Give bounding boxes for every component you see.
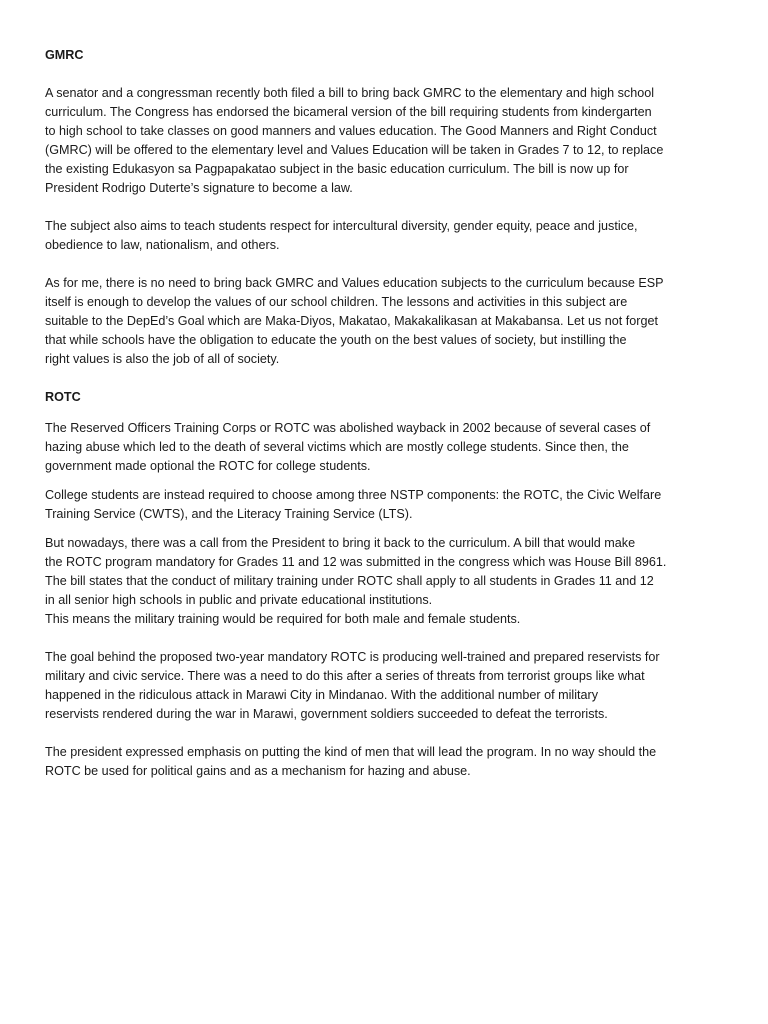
text-line: College students are instead required to choose among three NSTP components: the ROTC, the Civic Welfare xyxy=(45,488,662,502)
rotc-paragraph-2 xyxy=(45,486,728,524)
text-line: the existing Edukasyon sa Pagpapakatao subject in the basic education curriculum. The bill is now up for xyxy=(45,162,629,176)
text-line: This means the military training would be required for both male and female students. xyxy=(45,612,521,626)
text-line: ROTC be used for political gains and as a mechanism for hazing and abuse. xyxy=(45,764,471,778)
gmrc-paragraph-1 xyxy=(45,84,728,198)
text-line: to high school to take classes on good manners and values education. The Good Manners and Right Conduct xyxy=(45,124,657,138)
rotc-heading: ROTC xyxy=(45,390,81,404)
text-line: government made optional the ROTC for college students. xyxy=(45,459,371,473)
text-line: As for me, there is no need to bring back GMRC and Values education subjects to the curriculum because ESP xyxy=(45,276,664,290)
text-line: itself is enough to develop the values of our school children. The lessons and activities in this subject are xyxy=(45,295,628,309)
text-line: A senator and a congressman recently both filed a bill to bring back GMRC to the elementary and high school xyxy=(45,86,655,100)
text-line: the ROTC program mandatory for Grades 11 and 12 was submitted in the congress which was House Bill 8961. xyxy=(45,555,667,569)
text-line: that while schools have the obligation to educate the youth on the best values of society, but instilling the xyxy=(45,333,627,347)
rotc-paragraph-5 xyxy=(45,743,728,781)
rotc-paragraph-4 xyxy=(45,648,728,724)
text-line: The president expressed emphasis on putting the kind of men that will lead the program. In no way should the xyxy=(45,745,657,759)
text-line: Training Service (CWTS), and the Literacy Training Service (LTS). xyxy=(45,507,413,521)
rotc-paragraph-1 xyxy=(45,419,728,476)
text-line: The bill states that the conduct of military training under ROTC shall apply to all students in Grades 11 and 12 xyxy=(45,574,654,588)
text-line: The Reserved Officers Training Corps or ROTC was abolished wayback in 2002 because of several cases of xyxy=(45,421,651,435)
text-line: hazing abuse which led to the death of several victims which are mostly college students. Since then, the xyxy=(45,440,629,454)
text-line: The goal behind the proposed two-year mandatory ROTC is producing well-trained and prepared reservists for xyxy=(45,650,660,664)
text-line: in all senior high schools in public and private educational institutions. xyxy=(45,593,433,607)
text-line: reservists rendered during the war in Marawi, government soldiers succeeded to defeat the terrorists. xyxy=(45,707,608,721)
text-line: happened in the ridiculous attack in Marawi City in Mindanao. With the additional number of military xyxy=(45,688,599,702)
text-line: President Rodrigo Duterte’s signature to become a law. xyxy=(45,181,353,195)
text-line: But nowadays, there was a call from the President to bring it back to the curriculum. A bill that would make xyxy=(45,536,636,550)
gmrc-paragraph-2 xyxy=(45,217,728,255)
text-line: obedience to law, nationalism, and others. xyxy=(45,238,280,252)
text-line: The subject also aims to teach students respect for intercultural diversity, gender equity, peace and justice, xyxy=(45,219,638,233)
gmrc-heading: GMRC xyxy=(45,48,84,62)
text-line: suitable to the DepEd’s Goal which are Maka-Diyos, Makatao, Makakalikasan at Makabansa. Let us not forget xyxy=(45,314,658,328)
gmrc-paragraph-3 xyxy=(45,274,728,369)
text-line: military and civic service. There was a need to do this after a series of threats from terrorist groups like what xyxy=(45,669,645,683)
text-line: curriculum. The Congress has endorsed the bicameral version of the bill requiring students from kindergarten xyxy=(45,105,652,119)
text-line: right values is also the job of all of society. xyxy=(45,352,280,366)
text-line: (GMRC) will be offered to the elementary level and Values Education will be taken in Grades 7 to 12, to replace xyxy=(45,143,664,157)
rotc-paragraph-3 xyxy=(45,534,728,629)
